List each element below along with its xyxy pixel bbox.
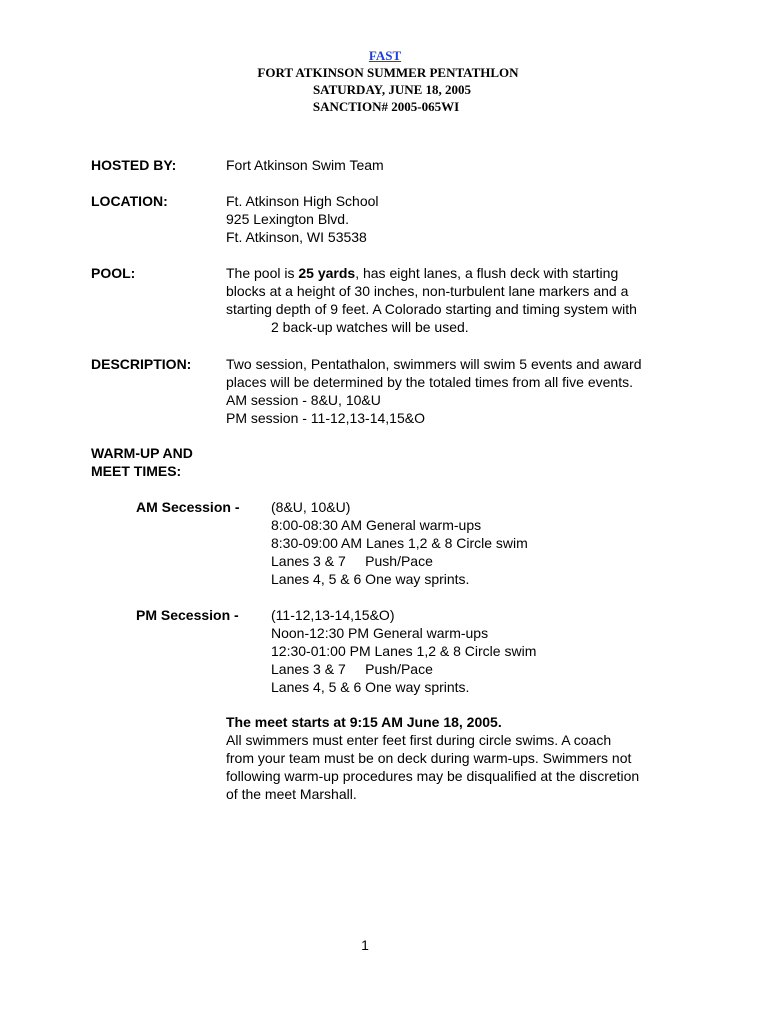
pm-schedule-line: Noon-12:30 PM General warm-ups: [271, 625, 489, 641]
header-date: SATURDAY, JUNE 18, 2005: [312, 82, 472, 97]
meet-rules-line: following warm-up procedures may be disqualified at the discretion: [226, 768, 640, 784]
description-line: Two session, Pentathalon, swimmers will swim 5 events and award: [226, 356, 642, 372]
meet-rules-line: from your team must be on deck during warm-ups. Swimmers not: [226, 750, 632, 766]
header-fast: FAST: [368, 48, 402, 63]
pm-session-schedule: [271, 606, 691, 696]
pool-line: blocks at a height of 30 inches, non-turbulent lane markers and a: [226, 283, 629, 299]
am-schedule-line: Lanes 4, 5 & 6 One way sprints.: [271, 571, 470, 587]
warmup-label-line: MEET TIMES:: [91, 463, 182, 479]
meet-start-section: [226, 713, 686, 803]
location-line: 925 Lexington Blvd.: [226, 211, 349, 227]
page-number: 1: [361, 937, 369, 953]
hosted-by-value: [226, 156, 686, 174]
document-header: [0, 47, 770, 115]
pool-line: 2 back-up watches will be used.: [271, 319, 469, 335]
pm-session-label: PM Secession -: [136, 607, 239, 623]
header-meet-title: FORT ATKINSON SUMMER PENTATHLON: [257, 65, 519, 80]
am-schedule-line: 8:30-09:00 AM Lanes 1,2 & 8 Circle swim: [271, 535, 528, 551]
location-line: Ft. Atkinson High School: [226, 193, 379, 209]
meet-start-bold: The meet starts at 9:15 AM June 18, 2005.: [226, 714, 502, 730]
location-label: LOCATION:: [91, 193, 168, 209]
warmup-label-line: WARM-UP AND: [91, 445, 193, 461]
warmup-label: [91, 444, 193, 480]
meet-rules-line: All swimmers must enter feet first during circle swims. A coach: [226, 732, 612, 748]
header-sanction: SANCTION# 2005-065WI: [312, 99, 460, 114]
pool-label: POOL:: [91, 265, 136, 281]
am-session-schedule: [271, 498, 691, 588]
hosted-by-label: HOSTED BY:: [91, 157, 177, 173]
am-schedule-line: (8&U, 10&U): [271, 499, 351, 515]
pool-prefix: The pool is: [226, 265, 299, 281]
description-label: DESCRIPTION:: [91, 356, 192, 372]
pm-schedule-line: Lanes 3 & 7 Push/Pace: [271, 661, 433, 677]
description-line: AM session - 8&U, 10&U: [226, 392, 381, 408]
description-value: [226, 355, 686, 427]
meet-start-time: [226, 713, 686, 731]
description-line: PM session - 11-12,13-14,15&O: [226, 410, 425, 426]
pool-line: starting depth of 9 feet. A Colorado starting and timing system with: [226, 301, 637, 317]
pm-schedule-line: (11-12,13-14,15&O): [271, 607, 395, 623]
location-value: [226, 192, 686, 246]
hosted-by-text: Fort Atkinson Swim Team: [226, 157, 384, 173]
am-session-label: AM Secession -: [136, 499, 240, 515]
pm-schedule-line: 12:30-01:00 PM Lanes 1,2 & 8 Circle swim: [271, 643, 537, 659]
description-line: places will be determined by the totaled times from all five events.: [226, 374, 633, 390]
meet-rules-line: of the meet Marshall.: [226, 786, 357, 802]
pool-line: [226, 264, 686, 282]
pool-line1-rest: , has eight lanes, a flush deck with starting: [355, 265, 619, 281]
am-schedule-line: Lanes 3 & 7 Push/Pace: [271, 553, 433, 569]
pool-length: 25 yards: [298, 265, 356, 281]
pool-value: [226, 264, 686, 336]
location-line: Ft. Atkinson, WI 53538: [226, 229, 367, 245]
pm-schedule-line: Lanes 4, 5 & 6 One way sprints.: [271, 679, 470, 695]
am-schedule-line: 8:00-08:30 AM General warm-ups: [271, 517, 482, 533]
